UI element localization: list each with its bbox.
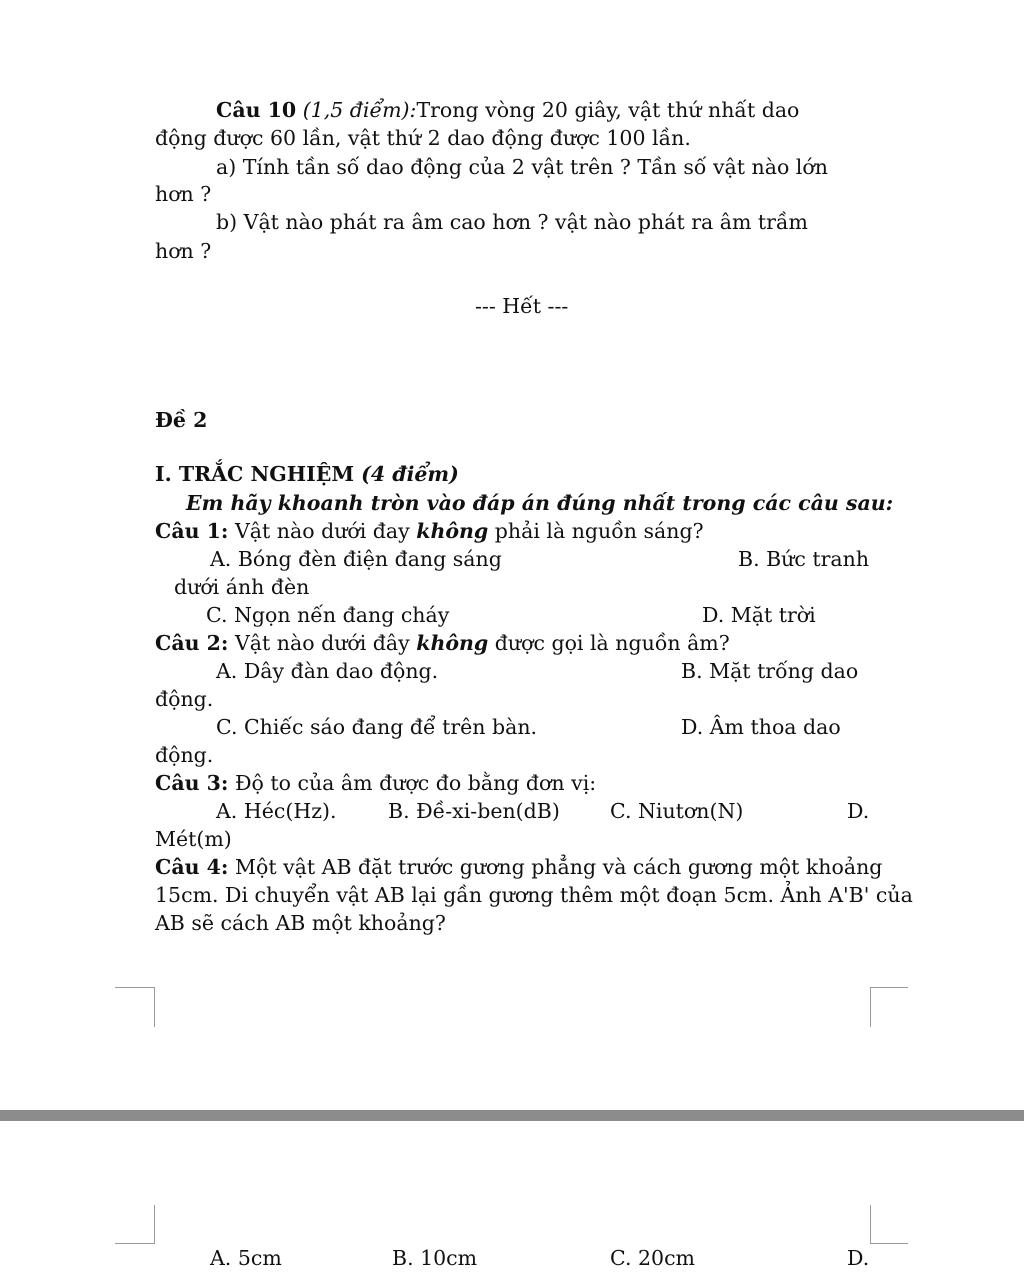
end-marker: --- Hết --- <box>475 294 569 318</box>
question-3-option-d-cont: Mét(m) <box>155 827 232 851</box>
question-2-keyword: không <box>416 631 489 655</box>
question-2-option-d: D. Âm thoa dao <box>681 715 841 739</box>
document-page-2 <box>0 1121 1024 1280</box>
question-4-option-d: D. <box>847 1246 870 1270</box>
crop-mark-bottom-right <box>870 987 908 1027</box>
question-1-label: Câu 1: <box>155 519 229 543</box>
section-instruction: Em hãy khoanh tròn vào đáp án đúng nhất trong các câu sau: <box>186 491 894 515</box>
question-10-label: Câu 10 <box>216 98 297 122</box>
question-4-option-c: C. 20cm <box>610 1246 695 1270</box>
question-2 <box>155 629 730 657</box>
question-1-option-d: D. Mặt trời <box>702 603 816 627</box>
question-10-points: (1,5 điểm): <box>296 98 417 122</box>
question-1-keyword: không <box>416 519 489 543</box>
question-1-text-pre: Vật nào dưới đay <box>228 519 417 543</box>
question-4-line-2: 15cm. Di chuyển vật AB lại gần gương thêm một đoạn 5cm. Ảnh A'B' của <box>155 883 913 907</box>
question-3-option-d: D. <box>847 799 870 823</box>
crop-mark-bottom-left <box>115 987 155 1027</box>
question-10-text: Trong vòng 20 giây, vật thứ nhất dao <box>416 98 800 122</box>
question-3-label: Câu 3: <box>155 771 229 795</box>
question-2-text-pre: Vật nào dưới đây <box>228 631 417 655</box>
question-3-text: Độ to của âm được đo bằng đơn vị: <box>228 771 597 795</box>
question-10-part-b: b) Vật nào phát ra âm cao hơn ? vật nào phát ra âm trầm <box>216 210 808 234</box>
crop-mark-top-left <box>115 1205 155 1244</box>
exam-variant-heading: Đề 2 <box>155 408 208 432</box>
page-separator <box>0 1110 1024 1121</box>
section-points: (4 điểm) <box>361 462 459 486</box>
question-2-option-b-cont: động. <box>155 687 214 711</box>
crop-mark-top-right <box>870 1205 908 1244</box>
question-3-option-c: C. Niutơn(N) <box>610 799 744 823</box>
question-4-line-3: AB sẽ cách AB một khoảng? <box>155 911 446 935</box>
question-2-label: Câu 2: <box>155 631 229 655</box>
question-2-option-b: B. Mặt trống dao <box>681 659 859 683</box>
section-title-text: I. TRẮC NGHIỆM <box>155 462 362 486</box>
question-3 <box>155 769 596 797</box>
question-10-part-a-cont: hơn ? <box>155 182 212 206</box>
question-2-text-post: được gọi là nguồn âm? <box>488 631 730 655</box>
question-4-line-1 <box>155 853 882 881</box>
question-4-option-b: B. 10cm <box>392 1246 478 1270</box>
section-title <box>155 460 459 488</box>
question-3-option-b: B. Đề-xi-ben(dB) <box>388 799 560 823</box>
question-1-text-post: phải là nguồn sáng? <box>488 519 704 543</box>
question-2-option-a: A. Dây đàn dao động. <box>216 659 439 683</box>
question-4-label: Câu 4: <box>155 855 229 879</box>
question-1-option-b-cont: dưới ánh đèn <box>174 575 310 599</box>
question-3-option-a: A. Héc(Hz). <box>216 799 337 823</box>
question-2-option-c: C. Chiếc sáo đang để trên bàn. <box>216 715 538 739</box>
question-10-part-b-cont: hơn ? <box>155 239 212 263</box>
question-1 <box>155 517 704 545</box>
question-2-option-d-cont: động. <box>155 743 214 767</box>
question-4-option-a: A. 5cm <box>210 1246 282 1270</box>
question-10-line-2: động được 60 lần, vật thứ 2 dao động được 100 lần. <box>155 126 691 150</box>
question-4-text-1: Một vật AB đặt trước gương phẳng và cách gương một khoảng <box>228 855 883 879</box>
question-10-line-1 <box>216 96 799 124</box>
question-1-option-c: C. Ngọn nến đang cháy <box>206 603 450 627</box>
question-1-option-b: B. Bức tranh <box>738 547 870 571</box>
question-10-part-a: a) Tính tần số dao động của 2 vật trên ? Tần số vật nào lớn <box>216 155 828 179</box>
question-1-option-a: A. Bóng đèn điện đang sáng <box>210 547 502 571</box>
